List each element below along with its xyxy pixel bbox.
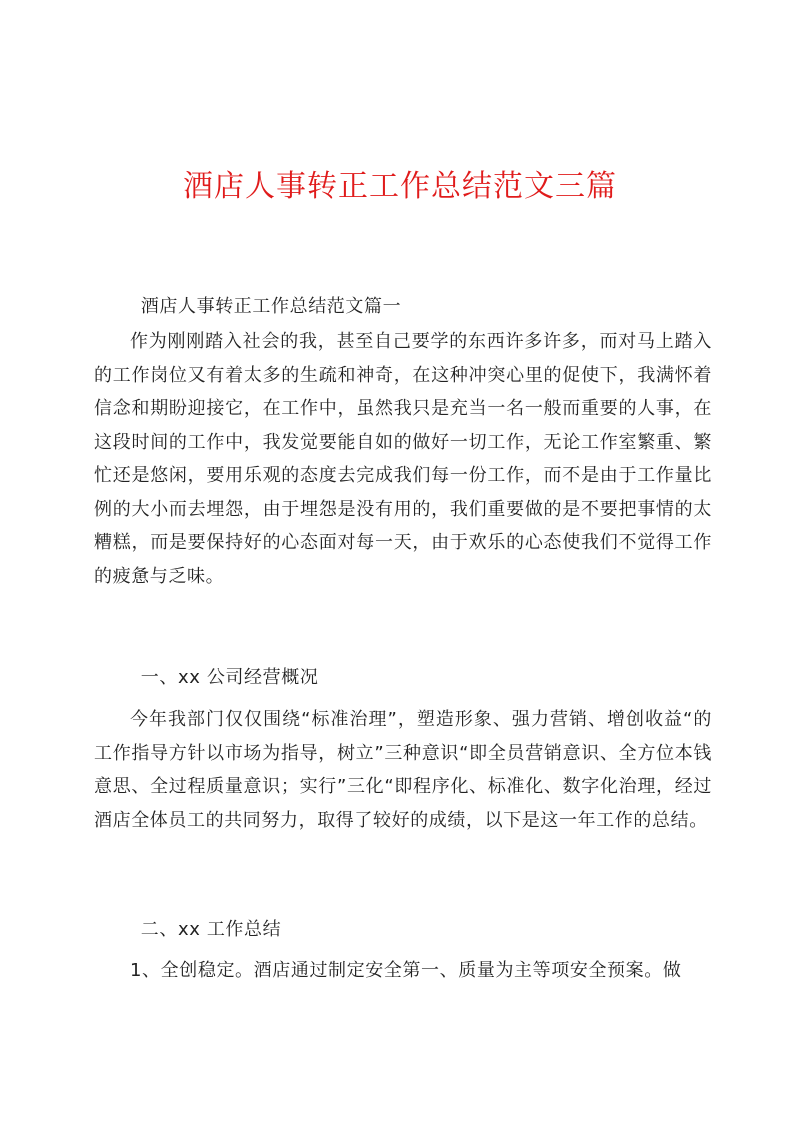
document-title: 酒店人事转正工作总结范文三篇 (183, 169, 617, 204)
paragraph-safety: 1、全创稳定。酒店通过制定安全第一、质量为主等项安全预案。做 (130, 960, 682, 981)
heading-company-overview: 一、xx 公司经营概况 (140, 667, 319, 688)
heading-work-summary: 二、xx 工作总结 (140, 919, 282, 940)
paragraph-intro: 作为刚刚踏入社会的我，甚至自己要学的东西许多许多，而对马上踏入的工作岗位又有着太多的生疏和神奇，在这种冲突心里的促使下，我满怀着信念和期盼迎接它，在工作中，虽然我只是充当一名一般而重要的人事，在这段时间的工作中，我发觉要能自如的做好一切工作，无论工作室繁重、繁忙还是悠闲，要用乐观的态度去完成我们每一份工作，而不是由于工作量比例的大小而去埋怨，由于埋怨是没有用的，我们重要做的是不要把事情的太糟糕，而是要保持好的心态面对每一天，由于欢乐的心态使我们不觉得工作的疲惫与乏味。 (94, 331, 712, 587)
section-title: 酒店人事转正工作总结范文篇一 (140, 296, 402, 317)
paragraph-company-overview: 今年我部门仅仅围绕“标准治理”，塑造形象、强力营销、增创收益“的工作指导方针以市场为指导，树立”三种意识“即全员营销意识、全方位本钱意思、全过程质量意识；实行”三化“即程序化、标准化、数字化治理，经过酒店全体员工的共同努力，取得了较好的成绩，以下是这一年工作的总结。 (94, 709, 712, 831)
